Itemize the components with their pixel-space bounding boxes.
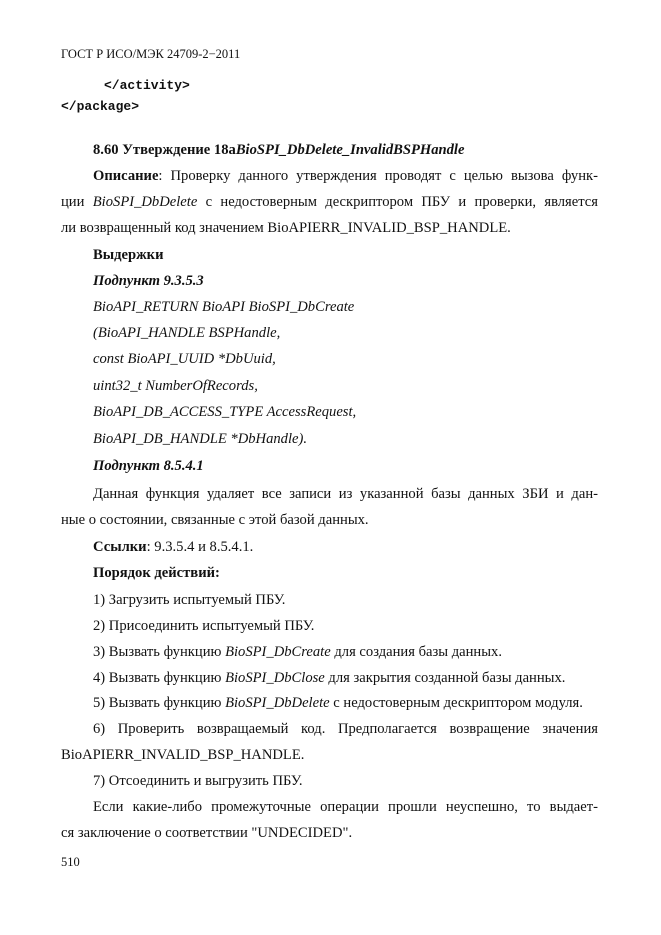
procedure-step-4: 4) Вызвать функцию BioSPI_DbClose для закрытия созданной базы данных. (93, 670, 566, 686)
section-heading (93, 141, 464, 159)
procedure-step-2: 2) Присоединить испытуемый ПБУ. (93, 618, 315, 634)
procedure-step-7: 7) Отсоединить и выгрузить ПБУ. (93, 773, 303, 789)
description-line-2: ции BioSPI_DbDelete с недостоверным дескриптором ПБУ и проверки, является (61, 194, 598, 210)
references: Ссылки: 9.3.5.4 и 8.5.4.1. (93, 539, 254, 555)
excerpt-text-line-1: Данная функция удаляет все записи из указанной базы данных ЗБИ и дан- (93, 486, 598, 502)
prototype-line: const BioAPI_UUID *DbUuid, (93, 351, 276, 367)
document-header: ГОСТ Р ИСО/МЭК 24709-2−2011 (61, 47, 241, 61)
page-number: 510 (61, 855, 80, 869)
procedure-step-6-line-1: 6) Проверить возвращаемый код. Предполагается возвращение значения (93, 721, 598, 737)
excerpts-label: Выдержки (93, 247, 164, 263)
procedure-label: Порядок действий: (93, 565, 220, 581)
prototype-line: uint32_t NumberOfRecords, (93, 378, 258, 394)
section-number-title: 8.60 Утверждение 18а (93, 142, 236, 158)
code-close-activity: </activity> (104, 78, 190, 93)
description-line-3: ли возвращенный код значением BioAPIERR_INVALID_BSP_HANDLE. (61, 220, 511, 236)
procedure-step-3: 3) Вызвать функцию BioSPI_DbCreate для создания базы данных. (93, 644, 502, 660)
prototype-line: BioAPI_DB_HANDLE *DbHandle). (93, 431, 308, 447)
procedure-step-6-line-2: BioAPIERR_INVALID_BSP_HANDLE. (61, 747, 305, 763)
references-label: Ссылки (93, 539, 147, 555)
prototype-line: BioAPI_RETURN BioAPI BioSPI_DbCreate (93, 299, 355, 315)
excerpt-text-line-2: ные о состоянии, связанные с этой базой данных. (61, 512, 369, 528)
assertion-name: BioSPI_DbDelete_InvalidBSPHandle (235, 142, 465, 158)
conclusion-line-1: Если какие-либо промежуточные операции прошли неуспешно, то выдает- (93, 799, 598, 815)
prototype-line: BioAPI_DB_ACCESS_TYPE AccessRequest, (93, 404, 357, 420)
code-close-package: </package> (61, 99, 140, 114)
procedure-step-5: 5) Вызвать функцию BioSPI_DbDelete с недостоверным дескриптором модуля. (93, 695, 583, 711)
prototype-line: (BioAPI_HANDLE BSPHandle, (93, 325, 281, 341)
description-label: Описание (93, 168, 159, 184)
subclause-9-3-5-3: Подпункт 9.3.5.3 (93, 273, 204, 289)
procedure-step-1: 1) Загрузить испытуемый ПБУ. (93, 592, 286, 608)
description-line-1: Описание: Проверку данного утверждения проводят с целью вызова функ- (93, 168, 598, 184)
conclusion-line-2: ся заключение о соответствии "UNDECIDED". (61, 825, 353, 841)
subclause-8-5-4-1: Подпункт 8.5.4.1 (93, 458, 204, 474)
